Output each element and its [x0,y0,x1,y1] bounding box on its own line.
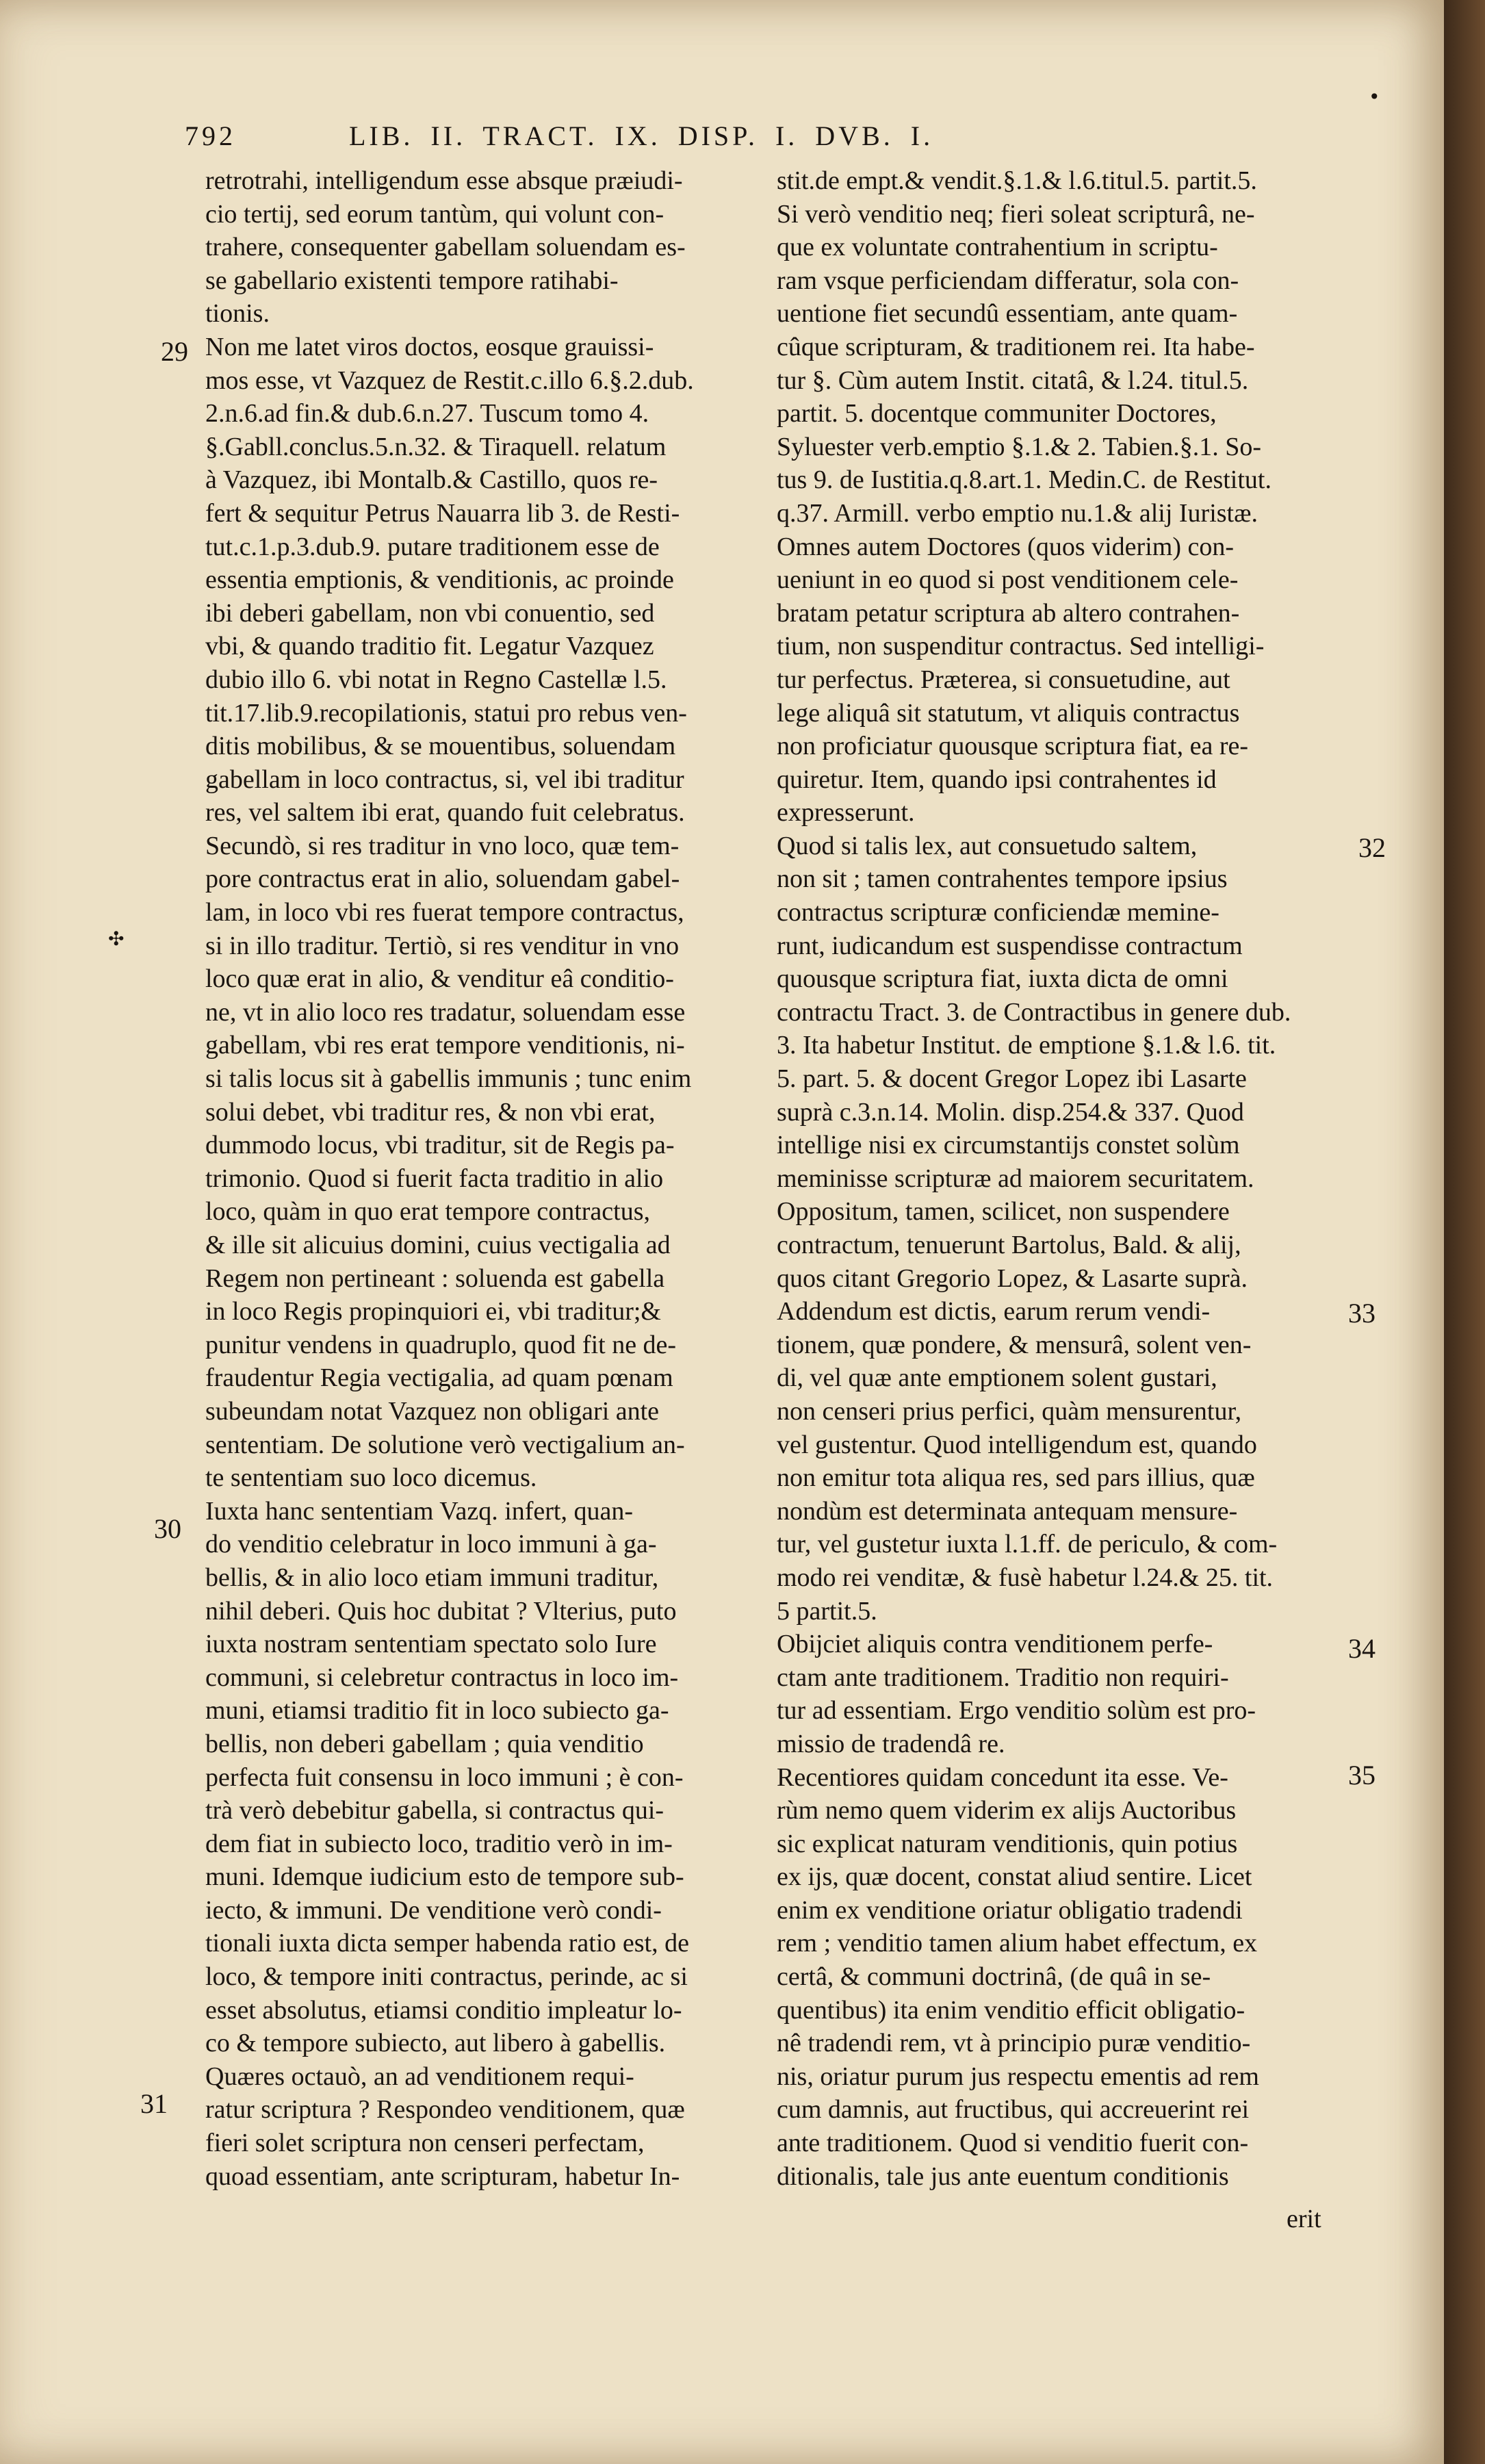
margin-number-34: 34 [1348,1633,1376,1664]
text-line: dubio illo 6. vbi notat in Regno Castellæ l.5. [205,665,667,694]
text-line: punitur vendens in quadruplo, quod fit ne de- [205,1330,677,1359]
text-line: tur perfectus. Præterea, si consuetudine, aut [777,665,1230,694]
text-line: rùm nemo quem viderim ex alijs Auctoribus [777,1796,1237,1825]
text-line: dem fiat in subiecto loco, traditio verò in im- [205,1829,673,1858]
text-line: tionis. [205,299,270,329]
text-line: iuxta nostram sententiam spectato solo Iure [205,1630,657,1659]
text-line: vbi, & quando traditio fit. Legatur Vazquez [205,632,654,661]
text-line: esset absolutus, etiamsi conditio impleatur lo- [205,1995,682,2025]
text-line: cio tertij, sed eorum tantùm, qui volunt con- [205,199,664,229]
corner-mark: • [1369,86,1380,108]
text-line: quiretur. Item, quando ipsi contrahentes id [777,765,1217,794]
text-line: & ille sit alicuius domini, cuius vectigalia ad [205,1231,671,1259]
text-line: Secundò, si res traditur in vno loco, quæ tem- [205,831,680,860]
text-line: si in illo traditur. Tertiò, si res venditur in vno [205,931,680,960]
text-line: 3. Ita habetur Institut. de emptione §.1.& l.6. tit. [777,1031,1276,1060]
text-line: cûque scripturam, & traditionem rei. Ita habe- [777,332,1255,361]
text-line: certâ, & communi doctrinâ, (de quâ in se- [777,1962,1211,1992]
text-line: Obijciet aliquis contra venditionem perfe- [777,1630,1213,1659]
text-line: modo rei venditæ, & fusè habetur l.24.& 25. tit. [777,1563,1274,1592]
text-line: tur ad essentiam. Ergo venditio solùm est pro- [777,1696,1256,1725]
text-line: missio de tradendâ re. [777,1729,1005,1758]
text-line: Quæres octauò, an ad venditionem requi- [205,2062,634,2091]
text-line: Omnes autem Doctores (quos viderim) con- [777,532,1234,561]
text-line: uentione fiet secundû essentiam, ante quam- [777,299,1238,329]
text-line: Addendum est dictis, earum rerum vendi- [777,1297,1211,1326]
text-line: tionem, quæ pondere, & mensurâ, solent ven- [777,1330,1252,1359]
text-line: tur, vel gustetur iuxta l.1.ff. de periculo, & com- [777,1530,1278,1559]
text-line: bellis, non deberi gabellam ; quia venditio [205,1729,644,1758]
text-line: tus 9. de Iustitia.q.8.art.1. Medin.C. de Restitut. [777,465,1271,495]
text-line: Iuxta hanc sententiam Vazq. infert, quan- [205,1496,634,1526]
text-line: do venditio celebratur in loco immuni à ga- [205,1530,657,1559]
page-edge [1444,0,1485,2464]
text-line: Non me latet viros doctos, eosque grauissi- [205,332,654,361]
text-line: Syluester verb.emptio §.1.& 2. Tabien.§.1. So- [777,432,1261,461]
text-line: essentia emptionis, & venditionis, ac proinde [205,565,674,595]
right-column [777,164,1352,2193]
text-line: muni. Idemque iudicium esto de tempore sub- [205,1862,684,1892]
text-line: 5 partit.5. [777,1596,877,1626]
text-line: fert & sequitur Petrus Nauarra lib 3. de Resti- [205,498,680,528]
text-line: pore contractus erat in alio, soluendam gabel- [205,864,680,894]
text-line: fraudentur Regia vectigalia, ad quam pœnam [205,1363,673,1393]
text-line: suprà c.3.n.14. Molin. disp.254.& 337. Quod [777,1097,1244,1127]
text-line: tur §. Cùm autem Instit. citatâ, & l.24. titul.5. [777,365,1249,395]
text-line: muni, etiamsi traditio fit in loco subiecto ga- [205,1696,669,1725]
text-line: trimonio. Quod si fuerit facta traditio in alio [205,1164,664,1193]
text-line: iecto, & immuni. De venditione verò condi- [205,1895,662,1925]
text-line: non proficiatur quousque scriptura fiat, ea re- [777,732,1249,761]
margin-number-30: 30 [154,1513,181,1544]
text-line: loco, & tempore initi contractus, perinde, ac si [205,1962,688,1992]
text-line: ibi deberi gabellam, non vbi conuentio, sed [205,598,655,628]
text-line: perfecta fuit consensu in loco immuni ; è con- [205,1762,684,1792]
text-line: cum damnis, aut fructibus, qui accreuerint rei [777,2095,1250,2125]
margin-mark: ✣ [108,927,125,950]
text-line: Recentiores quidam concedunt ita esse. Ve- [777,1762,1228,1792]
text-line: te sententiam suo loco dicemus. [205,1463,537,1493]
text-line: expresserunt. [777,798,915,827]
text-line: co & tempore subiecto, aut libero à gabellis. [205,2029,666,2058]
text-line: partit. 5. docentque communiter Doctores, [777,399,1217,428]
text-line: Oppositum, tamen, scilicet, non suspendere [777,1197,1230,1227]
text-line: contractum, tenuerunt Bartolus, Bald. & alij, [777,1231,1241,1259]
text-line: nondùm est determinata antequam mensure- [777,1496,1238,1526]
margin-number-33: 33 [1348,1298,1376,1329]
text-line: bratam petatur scriptura ab altero contrahen- [777,598,1240,628]
text-line: sententiam. De solutione verò vectigalium an- [205,1430,685,1459]
text-line: quos citant Gregorio Lopez, & Lasarte suprà. [777,1263,1248,1293]
text-line: loco, quàm in quo erat tempore contractus, [205,1197,651,1227]
text-line: §.Gabll.conclus.5.n.32. & Tiraquell. relatum [205,432,667,461]
text-line: quousque scriptura fiat, iuxta dicta de omni [777,964,1228,994]
text-line: solui debet, vbi traditur res, & non vbi erat, [205,1097,656,1127]
text-line: ram vsque perficiendam differatur, sola con- [777,266,1239,295]
text-line: in loco Regis propinquiori ei, vbi traditur;& [205,1297,661,1326]
text-line: 5. part. 5. & docent Gregor Lopez ibi Lasarte [777,1064,1247,1094]
margin-number-35: 35 [1348,1760,1376,1791]
text-line: contractus scripturæ conficiendæ memine- [777,898,1219,927]
text-line: ditis mobilibus, & se mouentibus, soluendam [205,732,676,761]
text-line: tit.17.lib.9.recopilationis, statui pro rebus ven- [205,698,687,728]
text-line: contractu Tract. 3. de Contractibus in genere dub. [777,997,1291,1027]
text-line: runt, iudicandum est suspendisse contractum [777,931,1243,960]
text-line: quentibus) ita enim venditio efficit obligatio- [777,1995,1245,2025]
text-line: sic explicat naturam venditionis, quin potius [777,1829,1238,1858]
text-line: nihil deberi. Quis hoc dubitat ? Vlterius, puto [205,1596,677,1626]
running-title: LIB. II. TRACT. IX. DISP. I. DVB. I. [349,120,934,151]
text-line: si talis locus sit à gabellis immunis ; tunc enim [205,1064,692,1094]
text-line: trahere, consequenter gabellam soluendam es- [205,233,686,262]
text-line: enim ex venditione oriatur obligatio tradendi [777,1895,1243,1925]
margin-number-31: 31 [140,2088,168,2119]
text-line: vel gustentur. Quod intelligendum est, quando [777,1430,1257,1459]
text-line: rem ; venditio tamen alium habet effectum, ex [777,1929,1258,1958]
text-line: non emitur tota aliqua res, sed pars illius, quæ [777,1463,1255,1493]
text-line: se gabellario existenti tempore ratihabi- [205,266,619,295]
text-line: di, vel quæ ante emptionem solent gustari, [777,1363,1217,1393]
text-line: nis, oriatur purum jus respectu ementis ad rem [777,2062,1259,2091]
text-line: non sit ; tamen contrahentes tempore ipsius [777,864,1228,894]
text-line: Quod si talis lex, aut consuetudo saltem, [777,831,1198,860]
page-number: 792 [185,120,236,151]
text-line: ueniunt in eo quod si post venditionem cele- [777,565,1239,595]
text-line: ne, vt in alio loco res tradatur, soluendam esse [205,997,686,1027]
text-line: stit.de empt.& vendit.§.1.& l.6.titul.5. partit.5. [777,166,1257,195]
text-line: tionali iuxta dicta semper habenda ratio est, de [205,1929,689,1958]
text-line: retrotrahi, intelligendum esse absque præiudi- [205,166,683,195]
text-line: subeundam notat Vazquez non obligari ante [205,1396,660,1426]
page-header [185,120,1143,168]
text-line: lam, in loco vbi res fuerat tempore contractus, [205,898,684,927]
text-line: gabellam in loco contractus, si, vel ibi traditur [205,765,684,794]
text-line: quoad essentiam, ante scripturam, habetur In- [205,2161,680,2191]
text-line: loco quæ erat in alio, & venditur eâ conditio- [205,964,674,994]
left-column [205,164,760,2193]
text-line: intellige nisi ex circumstantijs constet solùm [777,1131,1240,1160]
text-line: ex ijs, quæ docent, constat aliud sentire. Licet [777,1862,1252,1892]
text-line: lege aliquâ sit statutum, vt aliquis contractus [777,698,1240,728]
text-line: mos esse, vt Vazquez de Restit.c.illo 6.§.2.dub. [205,365,694,395]
text-line: communi, si celebretur contractus in loco im- [205,1663,679,1692]
text-line: ditionalis, tale jus ante euentum conditionis [777,2161,1229,2191]
text-line: ante traditionem. Quod si venditio fuerit con- [777,2129,1249,2158]
text-line: res, vel saltem ibi erat, quando fuit celebratus. [205,798,685,827]
margin-number-32: 32 [1358,832,1386,863]
text-line: ratur scriptura ? Respondeo venditionem, quæ [205,2095,685,2125]
text-line: à Vazquez, ibi Montalb.& Castillo, quos re- [205,465,658,495]
text-line: que ex voluntate contrahentium in scriptu- [777,233,1218,262]
text-line: trà verò debebitur gabella, si contractus qui- [205,1796,664,1825]
text-line: gabellam, vbi res erat tempore venditionis, ni- [205,1031,685,1060]
text-line: Si verò venditio neq; fieri soleat scripturâ, ne- [777,199,1255,229]
text-line: bellis, & in alio loco etiam immuni traditur, [205,1563,659,1592]
text-line: Regem non pertineant : soluenda est gabella [205,1263,665,1293]
text-line: tium, non suspenditur contractus. Sed intelligi- [777,632,1265,661]
text-line: non censeri prius perfici, quàm mensurentur, [777,1396,1242,1426]
text-line: q.37. Armill. verbo emptio nu.1.& alij Iuristæ. [777,498,1258,528]
text-line: fieri solet scriptura non censeri perfectam, [205,2129,645,2158]
text-line: ctam ante traditionem. Traditio non requiri- [777,1663,1229,1692]
text-line: tut.c.1.p.3.dub.9. putare traditionem esse de [205,532,660,561]
text-line: 2.n.6.ad fin.& dub.6.n.27. Tuscum tomo 4. [205,399,649,428]
text-line: dummodo locus, vbi traditur, sit de Regis pa- [205,1131,675,1160]
text-line: meminisse scripturæ ad maiorem securitatem. [777,1164,1254,1193]
text-line: nê tradendi rem, vt à principio puræ venditio- [777,2029,1251,2058]
margin-number-29: 29 [161,336,188,367]
catchword: erit [1287,2205,1321,2233]
